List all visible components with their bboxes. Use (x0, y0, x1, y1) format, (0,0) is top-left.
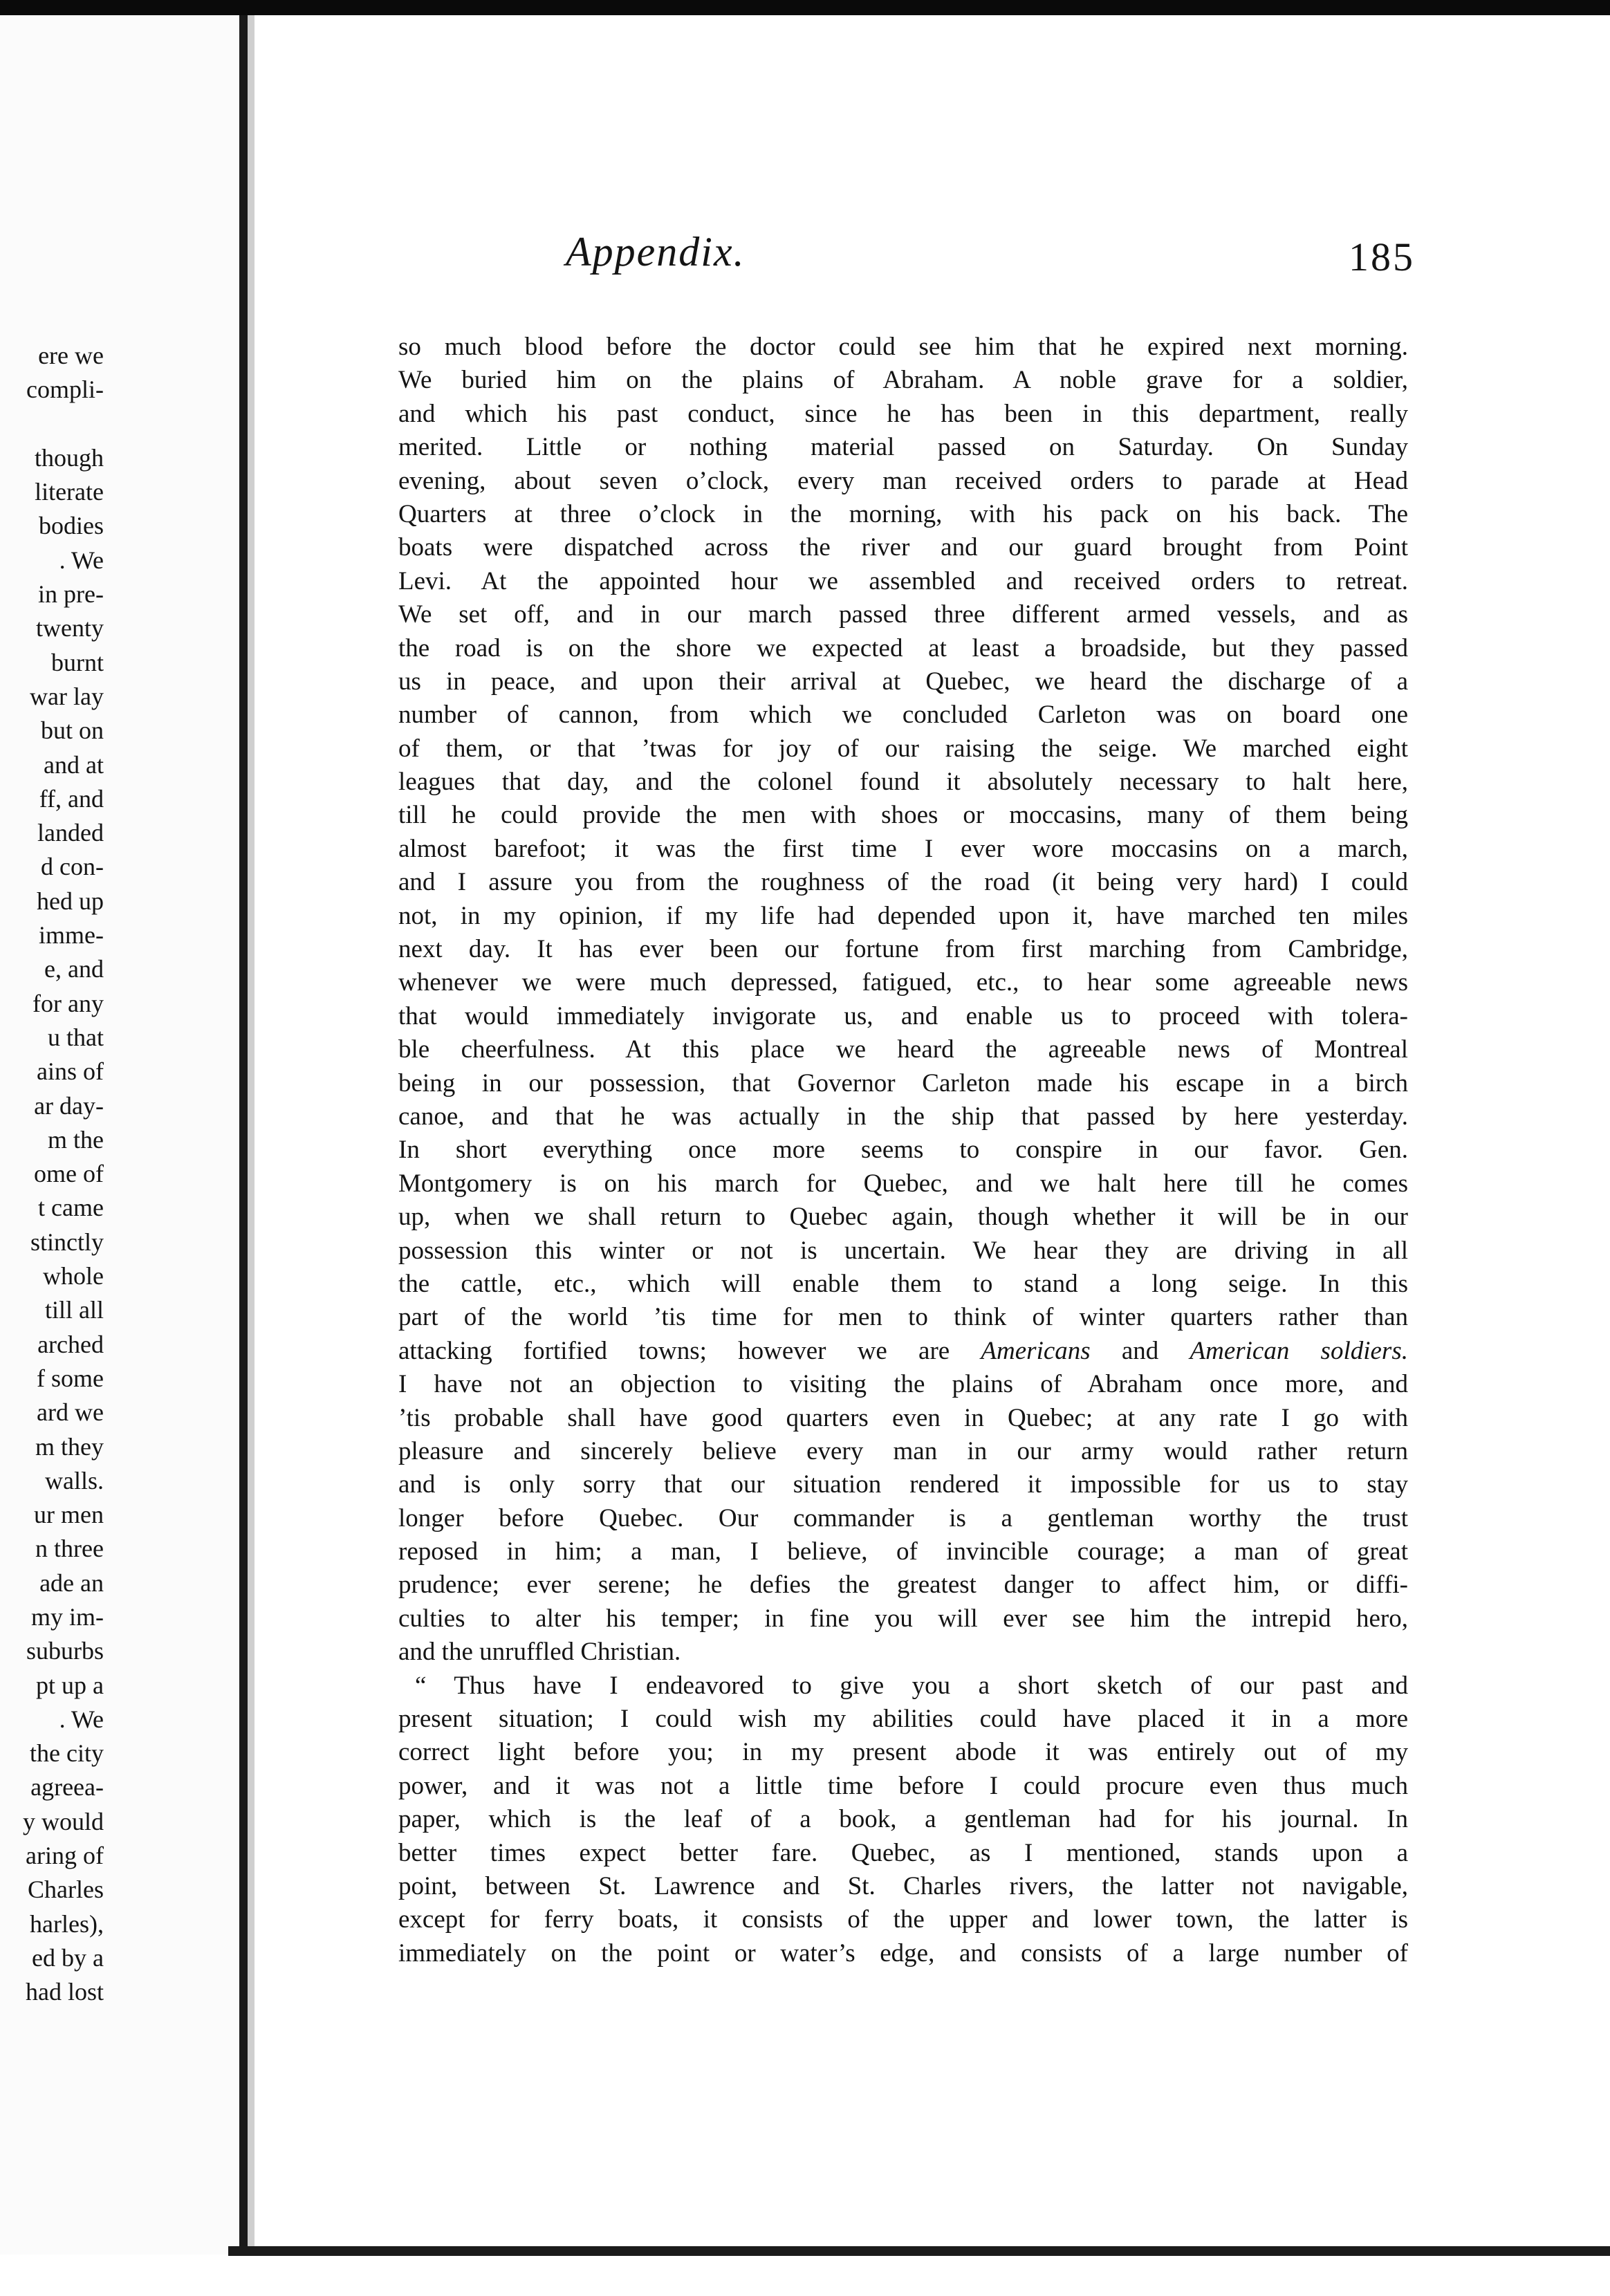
italic-american-soldiers: American soldiers. (1190, 1336, 1408, 1365)
text-run: and (1090, 1336, 1190, 1365)
text-line: culties to alter his temper; in fine you will ever see him the intrepid hero, (398, 1604, 1408, 1633)
left-line: d con- (41, 853, 104, 881)
text-line: whenever we were much depressed, fatigued, etc., to hear some agreeable news (398, 968, 1408, 997)
text-line: point, between St. Lawrence and St. Charles rivers, the latter not navigable, (398, 1871, 1408, 1900)
text-line: Levi. At the appointed hour we assembled and received orders to retreat. (398, 566, 1408, 595)
text-line: evening, about seven o’clock, every man received orders to parade at Head (398, 466, 1408, 495)
left-line: landed (37, 819, 104, 847)
text-line (398, 1335, 1408, 1368)
text-line: pleasure and sincerely believe every man in our army would rather return (398, 1436, 1408, 1465)
text-line: We set off, and in our march passed three different armed vessels, and as (398, 600, 1408, 629)
running-title: Appendix. (566, 229, 746, 275)
left-line: literate (35, 478, 104, 506)
text-line: so much blood before the doctor could see him that he expired next morning. (398, 333, 1408, 361)
left-line: u that (48, 1023, 104, 1051)
text-line: immediately on the point or water’s edge, and consists of a large number of (398, 1938, 1408, 1968)
left-line: ard we (37, 1398, 104, 1427)
left-line: in pre- (38, 580, 104, 609)
text-line: part of the world ’tis time for men to think of winter quarters rather than (398, 1303, 1408, 1332)
italic-americans: Americans (981, 1336, 1091, 1365)
left-line: ome of (34, 1160, 104, 1188)
text-line: longer before Quebec. Our commander is a gentleman worthy the trust (398, 1503, 1408, 1533)
book-gutter (248, 15, 255, 2255)
text-line: better times expect better fare. Quebec, as I mentioned, stands upon a (398, 1838, 1408, 1867)
left-line: . We (59, 546, 104, 574)
left-line: harles), (30, 1909, 104, 1938)
left-line: m they (35, 1432, 104, 1461)
text-line: and is only sorry that our situation rendered it impossible for us to stay (398, 1470, 1408, 1499)
left-line: ar day- (34, 1091, 104, 1120)
text-line: number of cannon, from which we concluded Carleton was on board one (398, 701, 1408, 730)
left-line: y would (23, 1807, 104, 1835)
text-line: next day. It has ever been our fortune from first marching from Cambridge, (398, 935, 1408, 964)
text-line: up, when we shall return to Quebec again, though whether it will be in our (398, 1203, 1408, 1232)
text-line: almost barefoot; it was the first time I ever wore moccasins on a march, (398, 834, 1408, 863)
text-line: Montgomery is on his march for Quebec, and we halt here till he comes (398, 1169, 1408, 1198)
left-line: twenty (36, 614, 104, 642)
text-line: and I assure you from the roughness of the road (it being very hard) I could (398, 868, 1408, 897)
page-edge-shadow (239, 15, 248, 2255)
text-line: ’tis probable shall have good quarters even in Quebec; at any rate I go with (398, 1403, 1408, 1432)
left-line: whole (43, 1262, 104, 1290)
left-line: ed by a (32, 1943, 104, 1972)
text-line: correct light before you; in my present abode it was entirely out of my (398, 1738, 1408, 1767)
left-line: aring of (26, 1842, 104, 1870)
scan-bottom-border (228, 2246, 1610, 2256)
scan-top-border (0, 0, 1610, 15)
left-line: t came (38, 1194, 104, 1222)
text-line: I have not an objection to visiting the plains of Abraham once more, and (398, 1370, 1408, 1399)
text-line: the cattle, etc., which will enable them to stand a long seige. In this (398, 1269, 1408, 1298)
text-line: We buried him on the plains of Abraham. A noble grave for a soldier, (398, 366, 1408, 395)
scan-bottom-margin (0, 2256, 1610, 2296)
page-number: 185 (1349, 234, 1415, 279)
text-line: leagues that day, and the colonel found it absolutely necessary to halt here, (398, 768, 1408, 797)
left-line: but on (40, 716, 104, 745)
left-line: imme- (39, 921, 104, 950)
text-line: canoe, and that he was actually in the ship that passed by here yesterday. (398, 1102, 1408, 1131)
text-line: being in our possession, that Governor Carleton made his escape in a birch (398, 1068, 1408, 1098)
left-line: ere we (38, 342, 104, 369)
left-line: arched (37, 1330, 104, 1358)
paragraph-start-line: “ Thus have I endeavored to give you a short sketch of our past and (415, 1671, 1408, 1700)
left-line: . We (59, 1705, 104, 1733)
left-line: though (34, 443, 104, 472)
left-line: and at (44, 750, 104, 779)
left-line: till all (45, 1296, 104, 1324)
text-line: ble cheerfulness. At this place we heard the agreeable news of Montreal (398, 1035, 1408, 1064)
text-line: present situation; I could wish my abilities could have placed it in a more (398, 1705, 1408, 1734)
left-line: Charles (28, 1876, 104, 1904)
text-line: reposed in him; a man, I believe, of invincible courage; a man of great (398, 1537, 1408, 1566)
text-line: paper, which is the leaf of a book, a gentleman had for his journal. In (398, 1805, 1408, 1834)
text-line: prudence; ever serene; he defies the greatest danger to affect him, or diffi- (398, 1571, 1408, 1600)
left-line: e, and (44, 955, 104, 983)
page-body (398, 331, 1408, 1970)
text-run: attacking fortified towns; however we are (398, 1336, 981, 1365)
left-line: ains of (37, 1057, 104, 1086)
text-line: merited. Little or nothing material passed on Saturday. On Sunday (398, 433, 1408, 462)
text-line: not, in my opinion, if my life had depended upon it, have marched ten miles (398, 901, 1408, 930)
left-line: hed up (37, 887, 104, 915)
left-line: pt up a (36, 1671, 104, 1699)
text-line: Quarters at three o’clock in the morning, with his pack on his back. The (398, 499, 1408, 528)
text-line: and which his past conduct, since he has been in this department, really (398, 399, 1408, 428)
left-line: ade an (39, 1568, 104, 1597)
left-line: ur men (34, 1501, 104, 1529)
left-line: burnt (51, 648, 104, 676)
left-page-fragment (0, 15, 239, 2255)
left-line: suburbs (26, 1637, 104, 1665)
text-line: of them, or that ’twas for joy of our raising the seige. We marched eight (398, 734, 1408, 763)
text-line: In short everything once more seems to conspire in our favor. Gen. (398, 1136, 1408, 1165)
text-line: power, and it was not a little time before I could procure even thus much (398, 1771, 1408, 1800)
left-line: my im- (31, 1602, 104, 1631)
left-line: f some (37, 1364, 104, 1392)
left-line: the city (30, 1739, 104, 1768)
paragraph-end-line: and the unruffled Christian. (398, 1638, 681, 1667)
left-line (23, 407, 104, 441)
left-line: had lost (26, 1978, 104, 2006)
text-line: till he could provide the men with shoes or moccasins, many of them being (398, 801, 1408, 830)
left-line: compli- (26, 376, 104, 404)
left-line: n three (35, 1535, 104, 1563)
left-line: bodies (39, 512, 104, 540)
left-page-lines (23, 339, 104, 2010)
left-line: m the (48, 1125, 104, 1154)
left-line: ff, and (39, 784, 104, 813)
left-line: stinctly (30, 1228, 104, 1256)
left-line: for any (33, 989, 104, 1017)
left-line: agreea- (30, 1773, 104, 1802)
text-line: us in peace, and upon their arrival at Quebec, we heard the discharge of a (398, 667, 1408, 696)
text-line: the road is on the shore we expected at least a broadside, but they passed (398, 633, 1408, 663)
text-line: that would immediately invigorate us, and enable us to proceed with tolera- (398, 1001, 1408, 1030)
left-line: walls. (45, 1466, 104, 1494)
text-line: except for ferry boats, it consists of the upper and lower town, the latter is (398, 1905, 1408, 1934)
left-line: war lay (30, 682, 104, 710)
text-line: possession this winter or not is uncertain. We hear they are driving in all (398, 1236, 1408, 1265)
text-line: boats were dispatched across the river and our guard brought from Point (398, 533, 1408, 562)
